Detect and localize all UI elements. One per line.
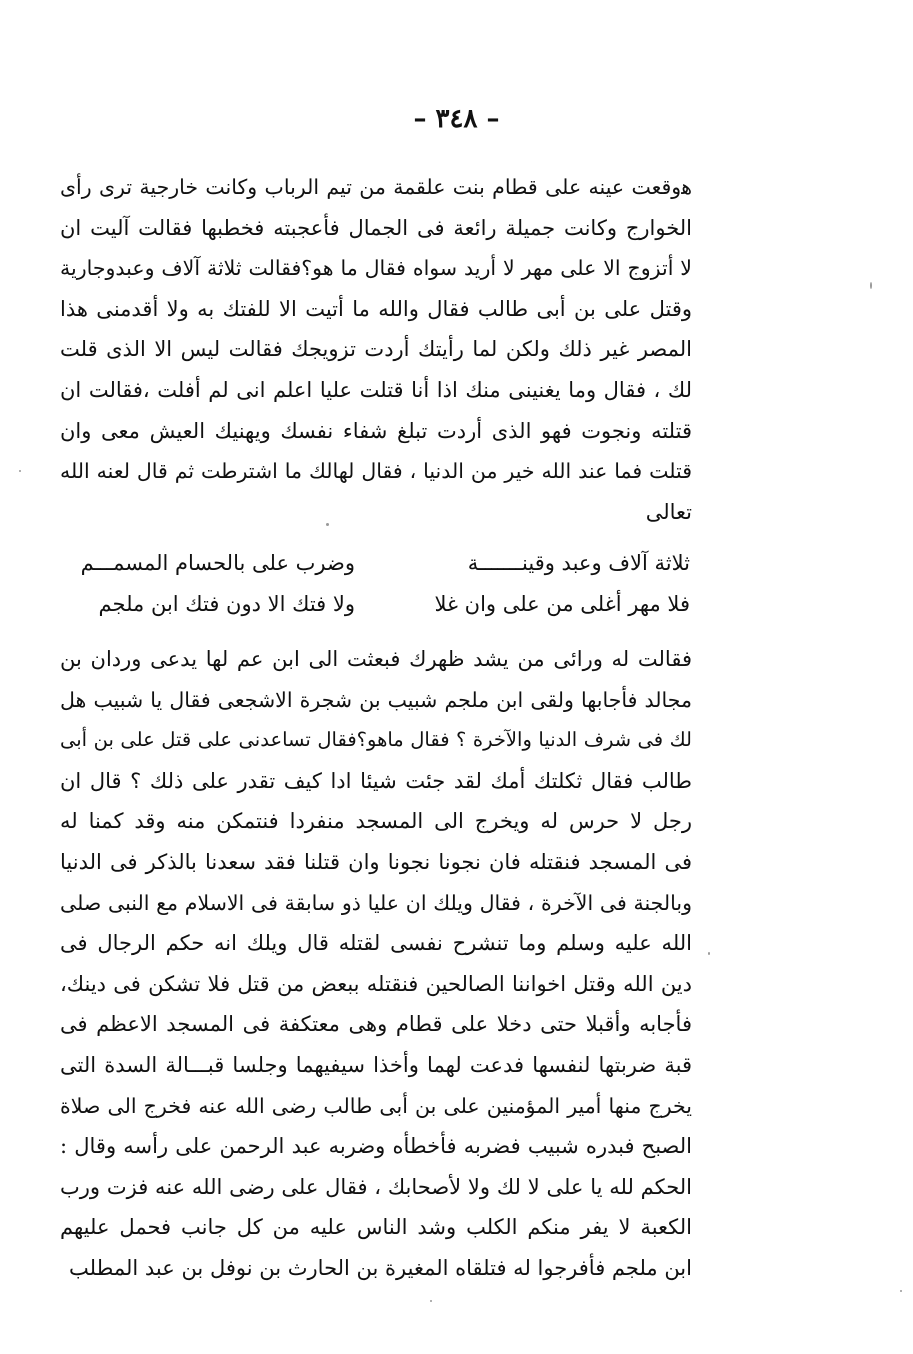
verse-line — [70, 543, 690, 584]
text-line: الحكم لله يا على لا لك ولا لأصحابك ، فقال على رضى الله عنه فزت ورب — [60, 1174, 692, 1199]
page-number: – ٣٤٨ – — [413, 104, 500, 134]
text-line: فقالت له ورائى من يشد ظهرك فبعثت الى ابن عم لها يدعى وردان بن — [60, 647, 692, 671]
verse-second-hemistich: وضرب على بالحسام المسمـــم — [80, 551, 355, 575]
text-line: الخوارج وكانت جميلة رائعة فى الجمال فأعجبته فخطبها فقالت آليت ان — [60, 215, 692, 240]
scan-speck — [326, 523, 329, 526]
text-line: لك ، فقال وما يغنينى منك اذا أنا قتلت عليا اعلم انى لم أفلت ،فقالت ان — [60, 377, 692, 402]
text-line: الكعبة لا يفر منكم الكلب وشد الناس عليه من كل جانب فحمل عليهم — [60, 1215, 692, 1240]
text-line: المصر غير ذلك ولكن لما رأيتك أردت تزويجك فقالت ليس الا الذى قلت — [60, 337, 692, 362]
scan-speck — [19, 470, 21, 472]
paragraph-2 — [60, 639, 692, 1289]
text-line: تعالى — [645, 499, 692, 524]
text-line: وبالجنة فى الآخرة ، فقال ويلك ان عليا ذو سابقة فى الاسلام مع النبى صلى — [60, 890, 692, 915]
verse-second-hemistich: ولا فتك الا دون فتك ابن ملجم — [98, 592, 355, 616]
text-line: ﻫوقعت عينه على قطام بنت علقمة من تيم الرباب وكانت خارجية ترى رأى — [60, 175, 692, 199]
text-line: قتلته ونجوت فهو الذى أردت تبلغ شفاء نفسك ويهنيك العيش معى وان — [60, 418, 692, 443]
scan-speck — [430, 1300, 432, 1302]
verse-line — [70, 584, 690, 625]
text-line: ابن ملجم فأفرجوا له فتلقاه المغيرة بن الحارث بن نوفل بن عبد المطلب — [69, 1255, 692, 1280]
text-line: رجل لا حرس له ويخرج الى المسجد منفردا فنتمكن منه وقد كمنا له — [60, 809, 692, 834]
text-line: قبة ضربتها لنفسها فدعت لهما وأخذا سيفيهما وجلسا قبـــالة السدة التى — [60, 1052, 692, 1077]
text-line: دين الله وقتل اخواننا الصالحين فنقتله ببعض من قتل فلا تشكن فى دينك، — [60, 971, 692, 996]
text-line: الصبح فبدره شبيب فضربه فأخطأه وضربه عبد الرحمن على رأسه وقال : — [60, 1134, 692, 1159]
text-line: يخرج منها أمير المؤمنين على بن أبى طالب رضى الله عنه فخرج الى صلاة — [60, 1093, 692, 1118]
verse-first-hemistich: ثلاثة آلاف وعبد وقينـــــــة — [467, 551, 690, 575]
paragraph-1 — [60, 167, 692, 532]
text-line: فأجابه وأقبلا حتى دخلا على قطام وهى معتكفة فى المسجد الاعظم فى — [60, 1012, 692, 1037]
scan-speck — [708, 952, 710, 955]
text-line: الله عليه وسلم وما تنشرح نفسى لقتله قال ويلك انه حكم الرجال فى — [60, 931, 692, 956]
text-line: قتلت فما عند الله خير من الدنيا ، فقال لهالك ما اشترطت ثم قال لعنه الله — [60, 459, 692, 484]
poem-verses — [70, 543, 690, 625]
scan-speck — [870, 282, 872, 289]
text-line: وقتل على بن أبى طالب فقال والله ما أتيت الا للفتك به ولا أقدمنى هذا — [60, 296, 692, 321]
text-line: لا أتزوج الا على مهر لا أريد سواه فقال ما هو؟فقالت ثلاثة آلاف وعبدوجارية — [60, 256, 692, 281]
verse-first-hemistich: فلا مهر أغلى من على وان غلا — [434, 592, 690, 616]
scan-speck — [900, 1290, 902, 1292]
text-line: فى المسجد فنقتله فان نجونا نجونا وان قتلنا فقد سعدنا بالذكر فى الدنيا — [60, 849, 692, 874]
text-line: لك فى شرف الدنيا والآخرة ؟ فقال ماهو؟فقال تساعدنى على قتل على بن أبى — [60, 728, 692, 752]
text-line: مجالد فأجابها ولقى ابن ملجم شبيب بن شجرة الاشجعى فقال يا شبيب هل — [60, 687, 692, 712]
text-line: طالب فقال ثكلتك أمك لقد جئت شيئا ادا كيف تقدر على ذلك ؟ قال ان — [60, 768, 692, 793]
